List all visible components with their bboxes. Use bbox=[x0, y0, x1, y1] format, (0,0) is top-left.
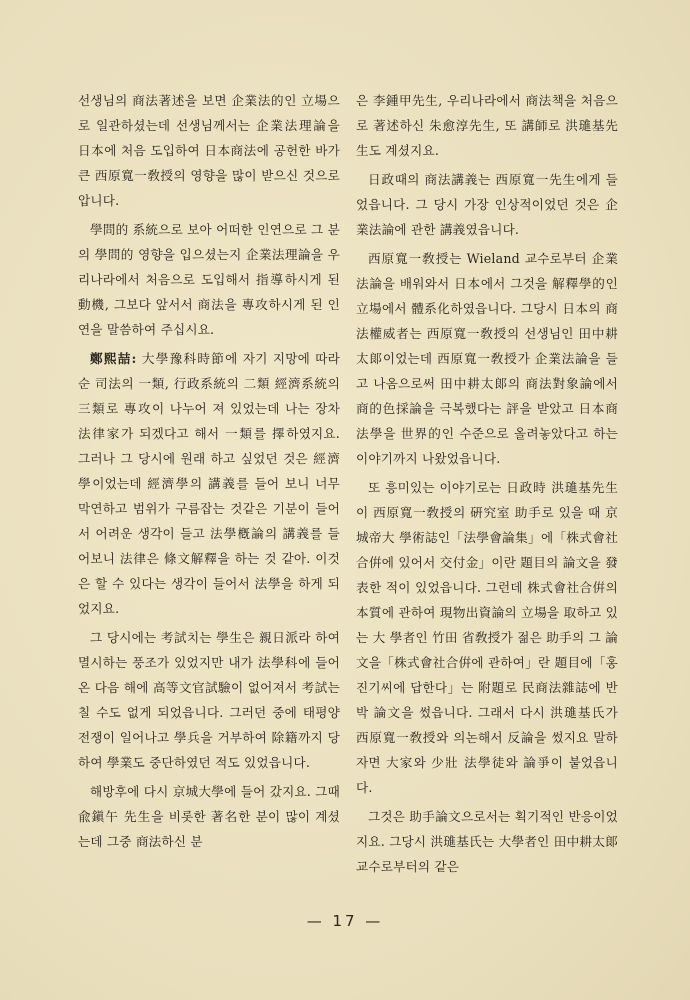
paragraph: 日政때의 商法講義는 西原寬一先生에게 들었읍니다. 그 당시 가장 인상적이었던 것은 企業法論에 관한 講義였읍니다. bbox=[356, 172, 618, 237]
paragraph: 선생님의 商法著述을 보면 企業法的인 立場으로 일관하셨는데 선생님께서는 企業法理論을 日本에 처음 도입하여 日本商法에 공헌한 바가 큰 西原寬一敎授의 영향을 많이 받으신 것으로 압니다. bbox=[78, 93, 340, 208]
speaker-text: 大學豫科時節에 자기 지망에 따라 순 司法의 一類, 行政系統의 二類 經濟系統의 三類로 專攻이 나누어 져 있었는데 나는 장차 法律家가 되겠다고 해서 一類를 擇하였지요. 그러나 그 당시에 원래 하고 싶었던 것은 經濟學이었는데 經濟學의 講義를 들어 보니 너무 막연하고 범위가 구름잡는 것같은 기분이 들어서 어려운 생각이 들고 法學槪論의 講義를 들어보니 法律은 條文解釋을 하는 것 같아. 이것은 할 수 있다는 생각이 들어서 法學을 하게 되었지요. bbox=[78, 351, 341, 616]
paragraph: 學問的 系統으로 보아 어떠한 인연으로 그 분의 學問的 영향을 입으셨는지 企業法理論을 우리나라에서 처음으로 도입해서 指導하시게 된 動機, 그보다 앞서서 商法을 專攻하시게 된 인연을 말씀하여 주십시요. bbox=[78, 222, 340, 337]
paragraph bbox=[78, 346, 340, 621]
paragraph: 해방후에 다시 京城大學에 들어 갔지요. 그때 兪鎭午 先生을 비롯한 著名한 분이 많이 계셨는데 그중 商法하신 분 bbox=[78, 784, 340, 849]
paragraph: 그것은 助手論文으로서는 획기적인 반응이었지요. 그당시 洪璡基氏는 大學者인 田中耕太郞 교수로부터의 같은 bbox=[356, 809, 618, 874]
paragraph: 그 당시에는 考試치는 學生은 親日派라 하여 멸시하는 풍조가 있었지만 내가 法學科에 들어온 다음 해에 高等文官試驗이 없어져서 考試는 칠 수도 없게 되었읍니다. 그러던 중에 태평양전쟁이 일어나고 學兵을 거부하여 除籍까지 당하여 學業도 중단하였던 적도 있었읍니다. bbox=[78, 630, 340, 770]
speaker-label: 鄭熙喆: bbox=[90, 351, 137, 366]
paragraph: 西原寬一敎授는 Wieland 교수로부터 企業法論을 배워와서 日本에서 그것을 解釋學的인 立場에서 體系化하였읍니다. 그당시 日本의 商法權威者는 西原寬一敎授의 선생님인 田中耕太郞이었는데 西原寬一敎授가 企業法論을 들고 나옴으로써 田中耕太郞의 商法對象論에서 商的色採論을 극복했다는 評을 받았고 日本商法學을 世界的인 수준으로 올려놓았다고 하는 이야기까지 나왔었읍니다. bbox=[356, 251, 618, 466]
page-number: — 17 — bbox=[306, 912, 384, 930]
right-column bbox=[356, 88, 618, 883]
left-column bbox=[78, 88, 340, 858]
paragraph: 은 李鍾甲先生, 우리나라에서 商法책을 처음으로 著述하신 朱愈淳先生, 또 講師로 洪璡基先生도 계셨지요. bbox=[356, 93, 618, 158]
paragraph: 또 흥미있는 이야기로는 日政時 洪璡基先生이 西原寬一敎授의 硏究室 助手로 있을 때 京城帝大 學術誌인「法學會論集」에「株式會社合倂에 있어서 交付金」이란 題目의 論文을 發表한 적이 있었읍니다. 그런데 株式會社合倂의 本質에 관하여 現物出資論의 立場을 取하고 있는 大 學者인 竹田 省敎授가 젊은 助手의 그 論文을「株式會社合倂에 관하여」란 題目에「홍진기씨에 답한다」는 附題로 民商法雜誌에 반박 論文을 썼읍니다. 그래서 다시 洪璡基氏가 西原寬一敎授와 의논해서 反論을 썼지요 말하자면 大家와 少壯 法學徒와 論爭이 붙었읍니다. bbox=[356, 480, 618, 795]
